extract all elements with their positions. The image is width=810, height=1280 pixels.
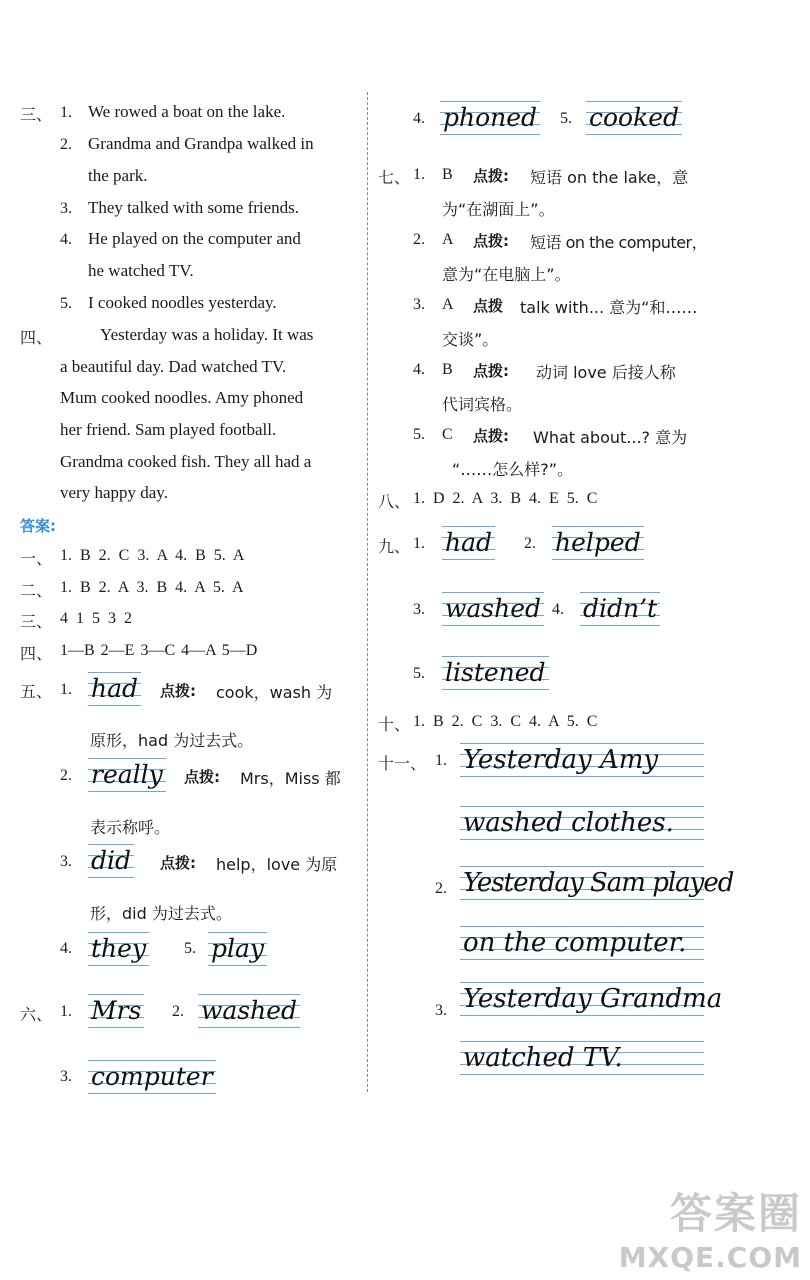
- a5-item2-note: Mrs，Miss 都: [240, 769, 341, 788]
- a7-item3-continuation: 交谈”。: [442, 330, 499, 349]
- a6-item1-number: 1.: [60, 1003, 72, 1020]
- s3-item4-text: He played on the computer and: [88, 229, 301, 248]
- answer-7-number: 七、: [378, 168, 411, 187]
- a7-item2-continuation: 意为“在电脑上”。: [442, 265, 571, 284]
- answer-9-number: 九、: [378, 537, 411, 556]
- a6-item3-number: 3.: [60, 1068, 72, 1085]
- a9-item5-handwriting: listened: [442, 656, 549, 690]
- s3-item5-number: 5.: [60, 295, 72, 312]
- a7-item2-answer: A: [442, 231, 454, 248]
- a5-item1-number: 1.: [60, 681, 72, 698]
- a9-item1-handwriting: had: [442, 526, 495, 560]
- a5-item2-tip: 点拨:: [184, 768, 220, 786]
- a11-item1-number: 1.: [435, 752, 447, 769]
- a6-item1-handwriting: Mrs: [88, 994, 144, 1028]
- s4-line4: her friend. Sam played football.: [60, 420, 277, 439]
- a5-item1-tip: 点拨:: [160, 682, 196, 700]
- a9-item5-number: 5.: [413, 665, 425, 682]
- a7-item4-tip: 点拨:: [473, 362, 509, 380]
- answer-1-text: 1. B 2. C 3. A 4. B 5. A: [60, 547, 245, 564]
- s4-line5: Grandma cooked fish. They all had a: [60, 452, 312, 471]
- a9-item4-handwriting: didn’t: [580, 592, 660, 626]
- a11-item3-line2: watched TV.: [460, 1041, 704, 1075]
- a6-item2-handwriting: washed: [198, 994, 300, 1028]
- a7-item5-tip: 点拨:: [473, 427, 509, 445]
- answers-label: 答案:: [20, 517, 56, 535]
- answer-2-text: 1. B 2. A 3. B 4. A 5. A: [60, 579, 244, 596]
- a7-item3-number: 3.: [413, 296, 425, 313]
- a7-item3-answer: A: [442, 296, 454, 313]
- s3-item4-continuation: he watched TV.: [88, 261, 194, 280]
- watermark-line1: 答案圈: [669, 1189, 802, 1238]
- a11-item3-number: 3.: [435, 1002, 447, 1019]
- s3-item1-text: We rowed a boat on the lake.: [88, 102, 286, 121]
- s3-item2-continuation: the park.: [88, 166, 148, 185]
- watermark-logo: [619, 1181, 802, 1274]
- a6-item5-number: 5.: [560, 110, 572, 127]
- answer-3-text: 4 1 5 3 2: [60, 610, 132, 627]
- a6-item2-number: 2.: [172, 1003, 184, 1020]
- answer-4-text: 1—B 2—E 3—C 4—A 5—D: [60, 642, 258, 659]
- a7-item1-tip: 点拨:: [473, 167, 509, 185]
- a5-item1-handwriting: had: [88, 672, 141, 706]
- a7-item5-answer: C: [442, 426, 453, 443]
- a9-item2-number: 2.: [524, 535, 536, 552]
- answer-6-number: 六、: [20, 1005, 53, 1024]
- a9-item3-handwriting: washed: [442, 592, 544, 626]
- a6-item4-number: 4.: [413, 110, 425, 127]
- section-3-number: 三、: [20, 105, 53, 124]
- s4-line6: very happy day.: [60, 483, 168, 502]
- a5-item1-continuation: 原形，had 为过去式。: [90, 731, 254, 750]
- a5-item4-number: 4.: [60, 940, 72, 957]
- a5-item2-number: 2.: [60, 767, 72, 784]
- a6-item5-handwriting: cooked: [586, 101, 682, 135]
- a7-item5-continuation: “……怎么样?”。: [452, 460, 574, 479]
- a11-item2-number: 2.: [435, 880, 447, 897]
- s4-line2: a beautiful day. Dad watched TV.: [60, 357, 287, 376]
- a11-item2-line1: Yesterday Sam played: [460, 866, 704, 900]
- answer-2-number: 二、: [20, 581, 53, 600]
- a7-item5-note: What about...? 意为: [533, 428, 688, 447]
- s3-item2-number: 2.: [60, 136, 72, 153]
- answer-8-number: 八、: [378, 492, 411, 511]
- s4-line3: Mum cooked noodles. Amy phoned: [60, 388, 304, 407]
- a5-item3-tip: 点拨:: [160, 854, 196, 872]
- a9-item1-number: 1.: [413, 535, 425, 552]
- a7-item1-continuation: 为“在湖面上”。: [442, 200, 555, 219]
- s3-item5-text: I cooked noodles yesterday.: [88, 293, 277, 312]
- answer-8-text: 1. D 2. A 3. B 4. E 5. C: [413, 490, 598, 507]
- a5-item2-continuation: 表示称呼。: [90, 818, 171, 837]
- section-4-number: 四、: [20, 328, 53, 347]
- answer-1-number: 一、: [20, 549, 53, 568]
- a9-item2-handwriting: helped: [552, 526, 644, 560]
- a7-item4-note: 动词 love 后接人称: [536, 363, 676, 382]
- column-divider: [367, 92, 368, 1092]
- s3-item1-number: 1.: [60, 104, 72, 121]
- answer-10-text: 1. B 2. C 3. C 4. A 5. C: [413, 713, 598, 730]
- a7-item2-tip: 点拨:: [473, 232, 509, 250]
- a5-item1-note: cook，wash 为: [216, 683, 333, 702]
- a6-item3-handwriting: computer: [88, 1060, 216, 1094]
- a11-item2-line2: on the computer.: [460, 926, 704, 960]
- s3-item4-number: 4.: [60, 231, 72, 248]
- a7-item3-tip: 点拨: [473, 297, 504, 315]
- a5-item3-number: 3.: [60, 853, 72, 870]
- a9-item4-number: 4.: [552, 601, 564, 618]
- a5-item4-handwriting: they: [88, 932, 149, 966]
- a7-item1-answer: B: [442, 166, 453, 183]
- s3-item2-text: Grandma and Grandpa walked in: [88, 134, 314, 153]
- a5-item5-number: 5.: [184, 940, 196, 957]
- a7-item5-number: 5.: [413, 426, 425, 443]
- a7-item4-continuation: 代词宾格。: [442, 395, 523, 414]
- a7-item3-note: talk with... 意为“和……: [520, 298, 698, 317]
- a11-item1-line1: Yesterday Amy: [460, 743, 704, 777]
- answer-3-number: 三、: [20, 612, 53, 631]
- s3-item3-number: 3.: [60, 200, 72, 217]
- a11-item1-line2: washed clothes.: [460, 806, 704, 840]
- answer-5-number: 五、: [20, 682, 53, 701]
- a9-item3-number: 3.: [413, 601, 425, 618]
- answer-11-number: 十一、: [378, 754, 427, 773]
- a7-item4-answer: B: [442, 361, 453, 378]
- a11-item3-line1: Yesterday Grandma: [460, 982, 704, 1016]
- a5-item5-handwriting: play: [208, 932, 267, 966]
- s3-item3-text: They talked with some friends.: [88, 198, 300, 217]
- a7-item2-note: 短语 on the computer，: [530, 233, 708, 252]
- s4-line1: Yesterday was a holiday. It was: [100, 325, 314, 344]
- a7-item4-number: 4.: [413, 361, 425, 378]
- a5-item2-handwriting: really: [88, 758, 166, 792]
- a7-item2-number: 2.: [413, 231, 425, 248]
- a7-item1-note: 短语 on the lake，意: [530, 168, 689, 187]
- a5-item3-note: help，love 为原: [216, 855, 338, 874]
- watermark-line2: MXQE.COM: [618, 1241, 802, 1274]
- answer-4-number: 四、: [20, 644, 53, 663]
- a5-item3-continuation: 形，did 为过去式。: [90, 904, 232, 923]
- a7-item1-number: 1.: [413, 166, 425, 183]
- a5-item3-handwriting: did: [88, 844, 134, 878]
- answer-10-number: 十、: [378, 715, 411, 734]
- a6-item4-handwriting: phoned: [440, 101, 540, 135]
